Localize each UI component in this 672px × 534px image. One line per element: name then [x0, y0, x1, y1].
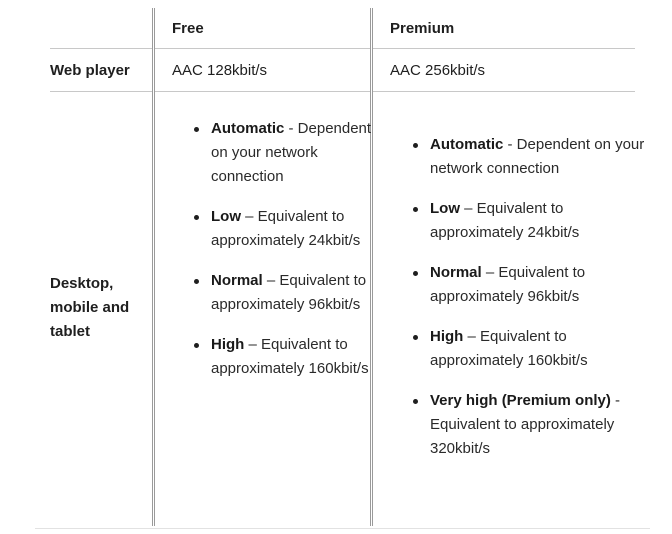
bullet-icon — [413, 399, 418, 404]
quality-description: - Equivalent to approximately 320kbit/s — [430, 392, 621, 457]
header-free: Free — [172, 20, 204, 37]
list-item — [211, 205, 376, 253]
quality-name: High — [211, 336, 245, 353]
table-bottom-border — [35, 528, 650, 529]
header-premium: Premium — [390, 20, 455, 37]
list-item — [211, 333, 376, 381]
quality-name: Automatic — [430, 136, 504, 153]
bullet-icon — [194, 279, 199, 284]
row-label-web-player: Web player — [50, 62, 130, 79]
row-label-desktop-mobile-tablet: Desktop, mobile and tablet — [50, 275, 130, 340]
quality-description: – Equivalent to approximately 24kbit/s — [211, 208, 361, 249]
quality-name: High — [430, 328, 464, 345]
bullet-icon — [194, 343, 199, 348]
bullet-icon — [413, 271, 418, 276]
row-divider — [50, 91, 635, 92]
quality-description: - Dependent on your network connection — [211, 120, 372, 185]
list-item — [430, 197, 645, 245]
list-item — [430, 133, 645, 181]
quality-description: – Equivalent to approximately 96kbit/s — [430, 264, 586, 305]
bullet-icon — [413, 143, 418, 148]
quality-name: Low — [211, 208, 241, 225]
list-item — [211, 269, 376, 317]
header-divider — [50, 48, 635, 49]
premium-quality-list — [412, 133, 645, 461]
web-player-premium-value: AAC 256kbit/s — [390, 62, 486, 79]
quality-description: - Dependent on your network connection — [430, 136, 645, 177]
list-item — [430, 261, 645, 309]
bullet-icon — [194, 127, 199, 132]
list-item — [211, 117, 376, 189]
bullet-icon — [413, 207, 418, 212]
free-quality-list — [193, 117, 376, 381]
quality-description: – Equivalent to approximately 160kbit/s — [430, 328, 588, 369]
quality-name: Automatic — [211, 120, 285, 137]
web-player-free-value: AAC 128kbit/s — [172, 62, 268, 79]
quality-name: Very high (Premium only) — [430, 392, 611, 409]
quality-description: – Equivalent to approximately 24kbit/s — [430, 200, 580, 241]
column-divider-1 — [152, 8, 155, 526]
quality-description: – Equivalent to approximately 160kbit/s — [211, 336, 369, 377]
list-item — [430, 325, 645, 373]
list-item — [430, 389, 645, 461]
bullet-icon — [194, 215, 199, 220]
quality-name: Normal — [211, 272, 263, 289]
bullet-icon — [413, 335, 418, 340]
quality-description: – Equivalent to approximately 96kbit/s — [211, 272, 367, 313]
quality-name: Normal — [430, 264, 482, 281]
quality-name: Low — [430, 200, 460, 217]
